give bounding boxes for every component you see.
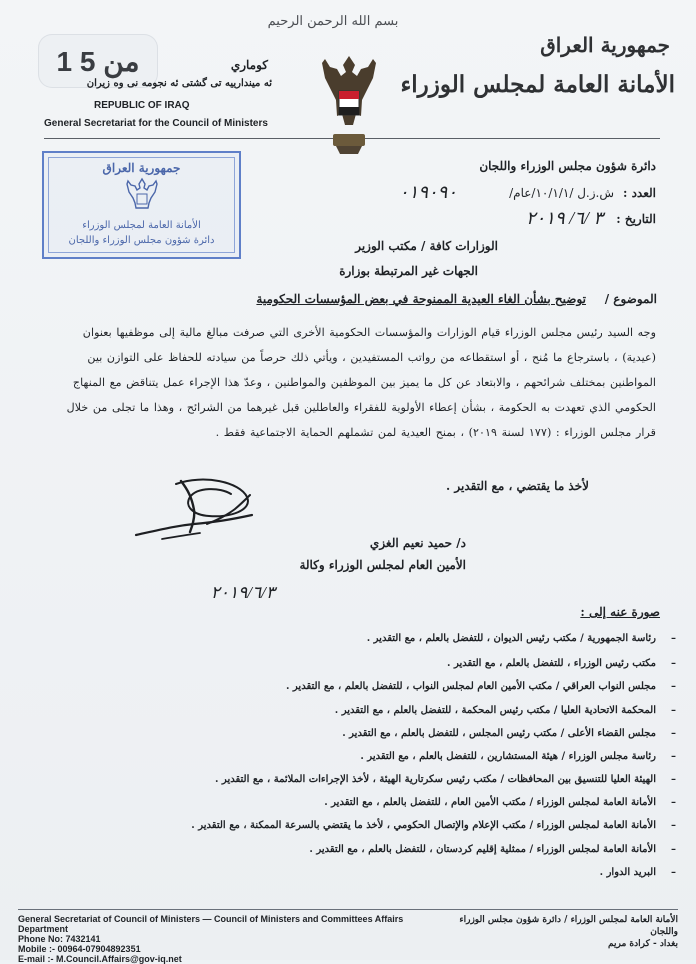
list-item: الأمانة العامة لمجلس الوزراء / ممثلية إقليم كردستان ، للتفضل بالعلم ، مع التقدير . – <box>96 845 656 855</box>
date-handwritten: ٣ /٦/ ٢٠١٩ <box>525 208 603 228</box>
list-item: رئاسة الجمهورية / مكتب رئيس الديوان ، للتفضل بالعلم ، مع التقدير . – <box>96 634 656 644</box>
list-item: المحكمة الاتحادية العليا / مكتب رئيس المحكمة ، للتفضل بالعلم ، مع التقدير . – <box>96 706 656 716</box>
stamp-line-3: دائرة شؤون مجلس الوزراء واللجان <box>68 235 215 246</box>
page-count-badge: 1 من 5 <box>38 34 158 88</box>
list-item: الأمانة العامة لمجلس الوزراء / مكتب الأمين العام ، للتفضل بالعلم ، مع التقدير . – <box>96 798 656 808</box>
arabic-secretariat-title: الأمانة العامة لمجلس الوزراء <box>400 71 675 98</box>
reference-number-printed: ش.ز.ل /١٠/١/١/عام/ <box>509 186 614 200</box>
arabic-republic-title: جمهورية العراق <box>540 33 670 57</box>
signer-title: الأمين العام لمجلس الوزراء وكالة <box>299 558 466 572</box>
list-item: مكتب رئيس الوزراء ، للتفضل بالعلم ، مع التقدير . – <box>96 659 656 669</box>
letter-body: وجه السيد رئيس مجلس الوزراء قيام الوزارات والمؤسسات الحكومية الأخرى التي صرفت مبالغ مالية إلى موظفيها بعنوان (عيدية) ، باسترجاع ما مُنح ، أو استقطاعه من رواتب المستفيدين ، ويأتي ذلك حرصاً من سيادته للحفاظ على التوازن بين المواطنين بمختلف شرائحهم ، والابتعاد عن كل ما يميز بين الموظفين والمواطنين ، وعدّ هذا الإجراء عمل يتناقض مع المنهاج الحكومي الذي تعهدت به الحكومة ، بشأن إعطاء الأولوية للفقراء والعاطلين قبل غيرهما من الشرائح ، وهذا ما تجلى من خلال قرار مجلس الوزراء : (١٧٧ لسنة ٢٠١٩) ، بمنح العيدية لمن تشملهم الحماية الاجتماعية فقط . <box>66 326 656 439</box>
reference-number-label: العدد : <box>622 186 656 200</box>
list-item: مجلس القضاء الأعلى / مكتب رئيس المجلس ، للتفضل بالعلم ، مع التقدير . – <box>96 729 656 739</box>
list-item: رئاسة مجلس الوزراء / هيئة المستشارين ، للتفضل بالعلم ، مع التقدير . – <box>96 752 656 762</box>
english-secretariat-title: General Secretariat for the Council of Ministers <box>44 118 268 129</box>
basmala: بسم الله الرحمن الرحيم <box>267 14 399 29</box>
footer-english-line: General Secretariat of Council of Ministers — Council of Ministers and Committees Affairs Department <box>18 914 404 934</box>
recipient-line: الجهات غير المرتبطة بوزارة <box>339 264 478 278</box>
recipient-line: الوزارات كافة / مكتب الوزير <box>355 239 498 253</box>
footer-divider <box>18 909 678 910</box>
english-footer <box>18 914 438 964</box>
copies-title: صورة عنه إلى : <box>580 605 660 619</box>
subject-label: الموضوع / <box>604 292 657 306</box>
list-item: الهيئة العليا للتنسيق بين المحافظات / مكتب رئيس سكرتارية الهيئة ، لأخذ الإجراءات الملائمة ، مع التقدير . – <box>96 775 656 785</box>
date-label: التاريخ : <box>616 212 656 226</box>
kurdish-republic-title: كوماري <box>230 58 268 72</box>
footer-arabic-line: الأمانة العامة لمجلس الوزراء / دائرة شؤون مجلس الوزراء واللجان <box>459 915 678 937</box>
stamp-line-1: جمهورية العراق <box>102 161 181 175</box>
department-name: دائرة شؤون مجلس الوزراء واللجان <box>479 159 656 173</box>
reference-number-handwritten: ٠١٩٠٩٠ <box>398 182 457 202</box>
footer-phone: Phone No: 7432141 <box>18 934 101 944</box>
english-republic-title: REPUBLIC OF IRAQ <box>94 100 190 111</box>
signer-name: د/ حميد نعيم الغزي <box>369 536 466 550</box>
signature-date: ٢٠١٩/٦/٣ <box>210 583 275 602</box>
list-item: مجلس النواب العراقي / مكتب الأمين العام لمجلس النواب ، للتفضل بالعلم ، مع التقدير . – <box>96 682 656 692</box>
subject-text: توضيح بشأن الغاء العيدية الممنوحة في بعض المؤسسات الحكومية <box>256 292 586 306</box>
footer-mobile: Mobile :- 00964-07904892351 <box>18 944 141 954</box>
stamp-line-2: الأمانة العامة لمجلس الوزراء <box>82 220 201 231</box>
footer-address: بغداد - كرادة مريم <box>608 939 678 949</box>
footer-email: E-mail :- M.Council.Affairs@gov-iq.net <box>18 954 182 964</box>
arabic-footer <box>452 914 678 950</box>
closing-line: لأخذ ما يقتضي ، مع التقدير . <box>446 479 589 493</box>
kurdish-secretariat-title: ئه ميندارييه تى گشتى ئه نجومه نى وه زيران <box>86 78 272 89</box>
list-item: الأمانة العامة لمجلس الوزراء / مكتب الإعلام والإتصال الحكومي ، لأخذ ما يقتضي بالسرعة الممكنة ، مع التقدير . – <box>96 821 656 831</box>
list-item: البريد الدوار . – <box>96 868 656 878</box>
